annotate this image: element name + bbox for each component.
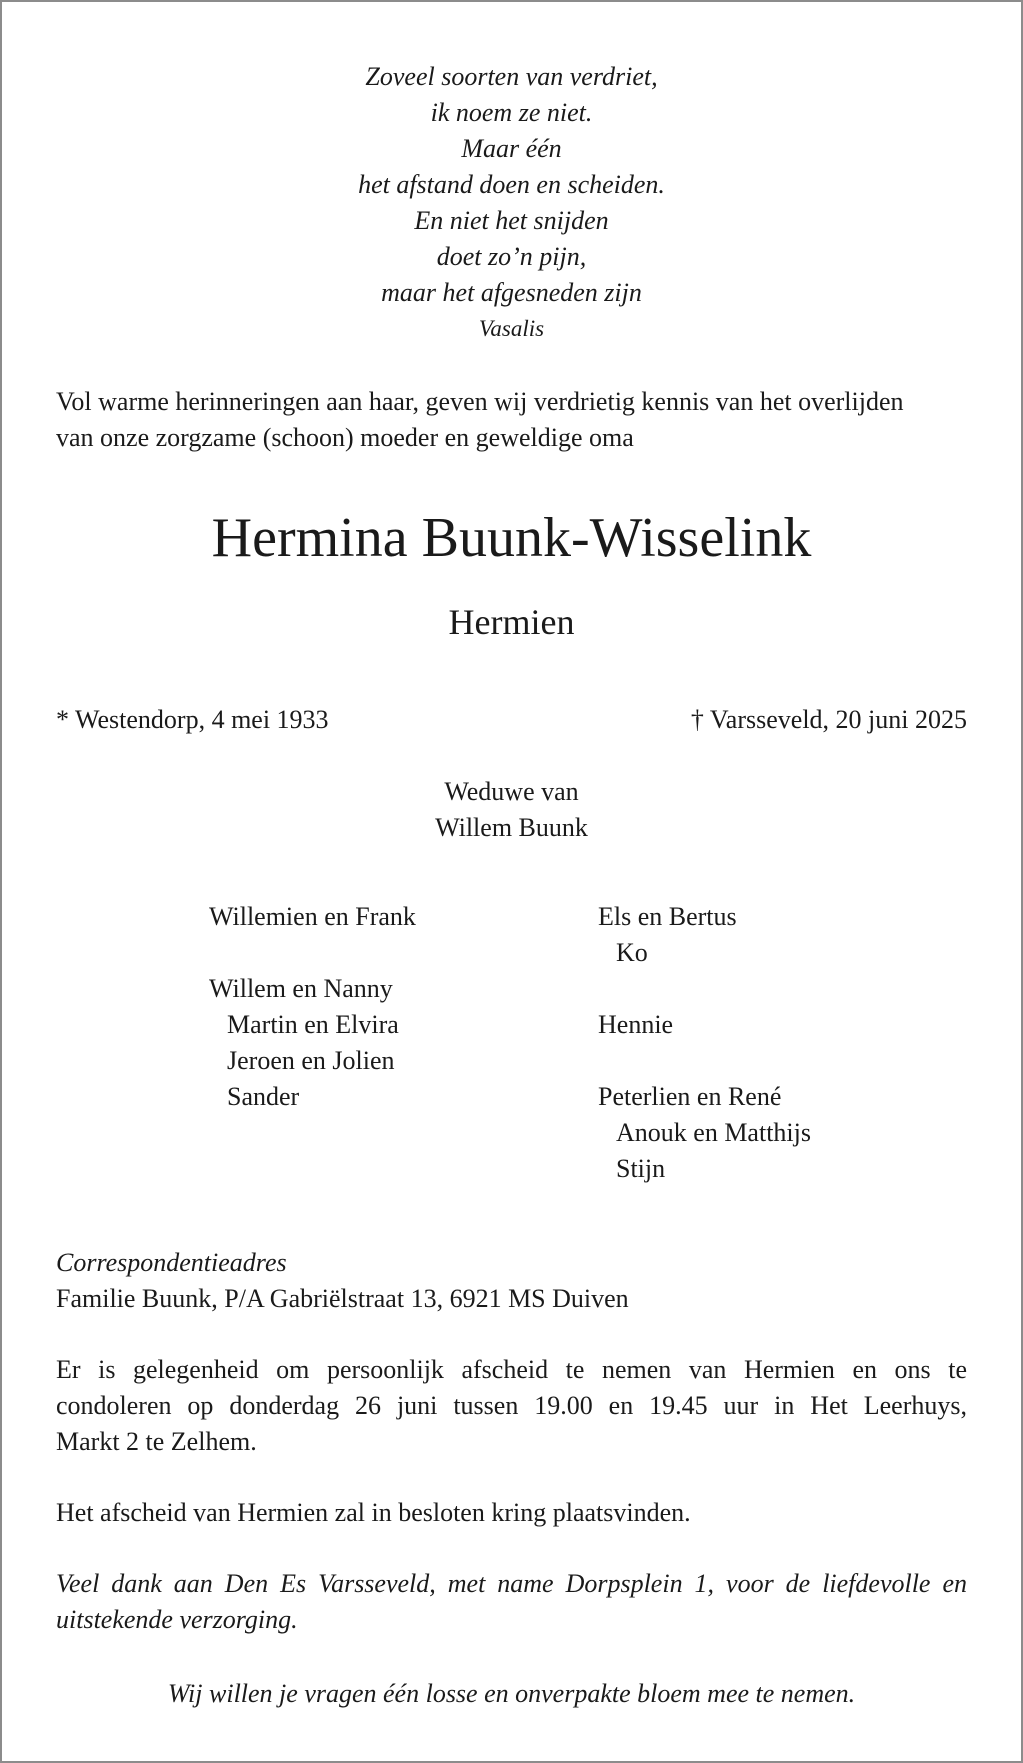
widow-label: Weduwe van	[444, 777, 579, 806]
correspondence-address-text: Familie Buunk, P/A Gabriëlstraat 13, 6921 MS Duiven	[56, 1284, 629, 1313]
visitation-info	[56, 1352, 967, 1460]
poem-line: het afstand doen en scheiden.	[358, 170, 665, 199]
deceased-full-name: Hermina Buunk-Wisselink	[211, 507, 812, 569]
poem-line: En niet het snijden	[414, 206, 609, 235]
grandchild: Sander	[227, 1082, 300, 1111]
thanks-line: uitstekende verzorging.	[56, 1605, 298, 1634]
family-member: Willemien en Frank	[209, 902, 416, 931]
correspondence-label: Correspondentieadres	[56, 1248, 287, 1277]
notice-content	[56, 2, 967, 1761]
family-member: Hennie	[598, 1010, 674, 1039]
intro-line: van onze zorgzame (schoon) moeder en geweldige oma	[56, 423, 634, 452]
poem-line: maar het afgesneden zijn	[381, 278, 642, 307]
farewell-info: Het afscheid van Hermien zal in besloten kring plaatsvinden.	[56, 1498, 691, 1527]
thanks-line: Veel dank aan Den Es Varsseveld, met name Dorpsplein 1, voor de liefdevolle en	[56, 1569, 967, 1598]
family-column-left	[209, 899, 416, 1115]
intro-line: Vol warme herinneringen aan haar, geven wij verdrietig kennis van het overlijden	[56, 387, 904, 416]
family-spacer	[598, 1043, 811, 1079]
visitation-line: condoleren op donderdag 26 juni tussen 19.00 en 19.45 uur in Het Leerhuys,	[56, 1391, 967, 1420]
correspondence-address	[56, 1245, 967, 1317]
grandchild: Martin en Elvira	[227, 1010, 399, 1039]
death-date: † Varsseveld, 20 juni 2025	[690, 705, 967, 734]
flower-request: Wij willen je vragen één losse en onverpakte bloem mee te nemen.	[167, 1679, 856, 1708]
family-member: Peterlien en René	[598, 1082, 782, 1111]
family-member: Els en Bertus	[598, 902, 737, 931]
poem-author: Vasalis	[478, 316, 545, 341]
grandchild: Jeroen en Jolien	[227, 1046, 395, 1075]
intro-text	[56, 384, 967, 456]
poem-line: Zoveel soorten van verdriet,	[365, 62, 658, 91]
poem-line: doet zo’n pijn,	[436, 242, 587, 271]
family-spacer	[209, 935, 416, 971]
spouse-name: Willem Buunk	[435, 813, 588, 842]
birth-date: * Westendorp, 4 mei 1933	[56, 705, 329, 734]
poem-line: ik noem ze niet.	[430, 98, 593, 127]
grandchild: Ko	[616, 938, 648, 967]
thanks-note	[56, 1566, 967, 1638]
family-column-right	[598, 899, 811, 1187]
widow-of	[56, 774, 967, 846]
family-member: Willem en Nanny	[209, 974, 393, 1003]
grandchild: Stijn	[616, 1154, 666, 1183]
grandchild: Anouk en Matthijs	[616, 1118, 811, 1147]
poem	[56, 59, 967, 347]
visitation-line: Markt 2 te Zelhem.	[56, 1427, 257, 1456]
family-spacer	[598, 971, 811, 1007]
poem-line: Maar één	[461, 134, 562, 163]
visitation-line: Er is gelegenheid om persoonlijk afscheid te nemen van Hermien en ons te	[56, 1355, 967, 1384]
deceased-nickname: Hermien	[448, 602, 575, 642]
